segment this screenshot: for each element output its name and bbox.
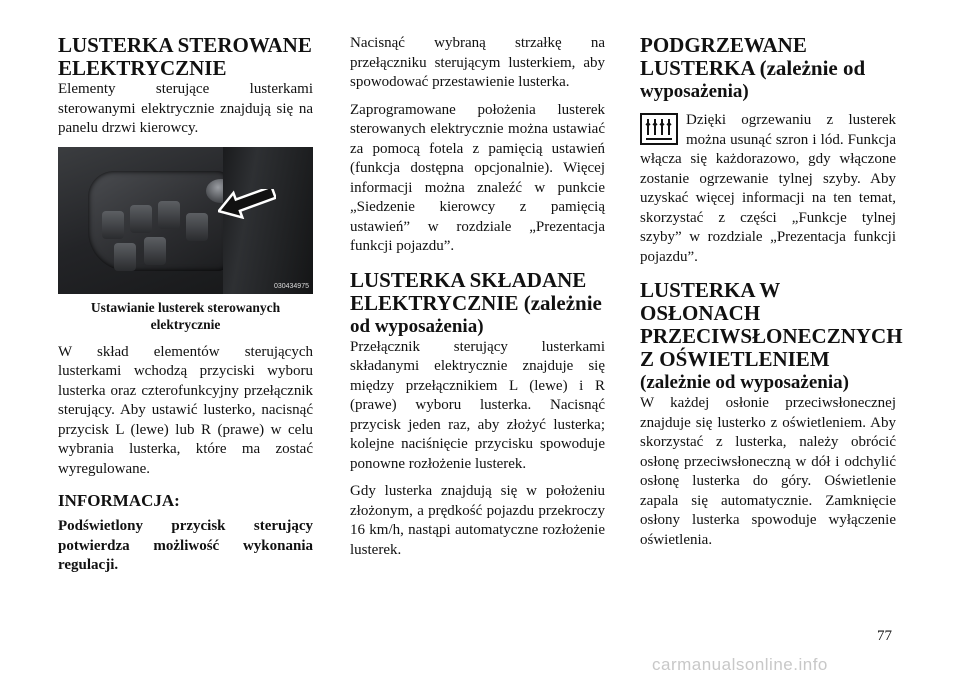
heated-mirrors-block: [640, 111, 896, 267]
door-trim: [223, 147, 313, 294]
section-heading-heated-mirrors: [640, 34, 896, 103]
section-heading-folding-mirrors: [350, 269, 605, 338]
vanity-heading-sub: (zależnie od wyposażenia): [640, 372, 849, 393]
power-mirrors-intro: Elementy sterujące lusterkami sterowanymi elektrycznie znajdują się na panelu drzwi kierowcy.: [58, 81, 313, 136]
section-heading-power-mirrors: LUSTERKA STEROWANE ELEKTRYCZNIE: [58, 33, 312, 80]
section-heading-vanity-mirrors: [640, 278, 903, 394]
watermark: carmanualsonline.info: [652, 655, 828, 674]
note-heading: INFORMACJA:: [58, 491, 180, 510]
mirror-controls-photo: [58, 147, 313, 294]
column-3: [640, 33, 903, 558]
window-switch: [158, 201, 180, 229]
page-number: 77: [877, 628, 892, 644]
heated-heading-sub: wyposażenia): [640, 81, 749, 102]
power-mirrors-description: W skład elementów sterujących lusterkami wchodzą przyciski wyboru lusterka oraz czterofunkcyjny przełącznik sterujący. Aby ustawić lusterko, nacisnąć przycisk L (lewe) lub R (prawe) w celu wybrania lusterka, które ma zostać wyregulowane.: [58, 343, 313, 477]
figure-code: 030434975: [273, 282, 309, 290]
door-switch-panel: [88, 171, 228, 271]
column-2: [350, 34, 605, 568]
figure-caption: Ustawianie lusterek sterowanych elektrycznie: [90, 299, 281, 332]
rear-defrost-icon: [640, 113, 678, 145]
memory-seat-paragraph: Zaprogramowane położenia lusterek sterowanych elektrycznie można ustawiać za pomocą fotela z pamięcią ustawień (funkcja dostępna opcjonalnie). Więcej informacji można znaleźć w punkcie „Siedzenie kierowcy z pamięcią ustawień” w rozdziale „Prezentacja funkcji pojazdu”.: [350, 101, 605, 254]
mirror-adjust-paragraph: Nacisnąć wybraną strzałkę na przełączniku sterującym lusterkiem, aby spowodować przestawienie lusterka.: [350, 35, 605, 90]
heated-mirrors-paragraph: Dzięki ogrzewaniu z lusterek można usunąć szron i lód. Funkcja włącza się każdorazowo, gdy włączone zostanie ogrzewanie tylnej szyby. Aby uzyskać więcej informacji na ten temat, skorzystać z części „Funkcje tylnej szyby” w rozdziale „Prezentacja funkcji pojazdu”.: [640, 112, 896, 265]
heated-heading-main: PODGRZEWANE LUSTERKA (zależnie od: [640, 33, 866, 80]
vanity-heading-main: LUSTERKA W OSŁONACH PRZECIWSŁONECZNYCH Z OŚWIETLENIEM: [640, 278, 903, 371]
column-1: [58, 34, 313, 576]
window-switch: [186, 213, 208, 241]
window-switch: [144, 237, 166, 265]
window-switch: [114, 243, 136, 271]
auto-unfold-paragraph: Gdy lusterka znajdują się w położeniu złożonym, a prędkość pojazdu przekroczy 16 km/h, nastąpi automatyczne rozłożenie lusterek.: [350, 483, 605, 558]
folding-mirrors-paragraph: Przełącznik sterujący lusterkami składanymi elektrycznie znajduje się między przełącznikiem L (lewe) i R (prawe) wyboru lusterka. Nacisnąć przycisk jeden raz, aby złożyć lusterka; kolejne naciśnięcie przycisku spowoduje ponowne rozłożenie lusterek.: [350, 338, 605, 472]
folding-heading-sub: od wyposażenia): [350, 315, 484, 337]
vanity-mirrors-paragraph: W każdej osłonie przeciwsłonecznej znajduje się lusterko z oświetleniem. Aby skorzystać z lusterka, należy obrócić osłonę przeciwsłoneczną w dół i odchylić osłonę lusterka do góry. Oświetlenie zapala się automatycznie. Zamknięcie osłony lusterka spowoduje wyłączenie oświetlenia.: [640, 395, 896, 548]
window-switch: [102, 211, 124, 239]
note-text: Podświetlony przycisk sterujący potwierdza możliwość wykonania regulacji.: [58, 518, 313, 573]
pointer-arrow-icon: [218, 189, 276, 219]
window-switch: [130, 205, 152, 233]
folding-heading-main: LUSTERKA SKŁADANE ELEKTRYCZNIE (zależnie: [350, 267, 602, 315]
